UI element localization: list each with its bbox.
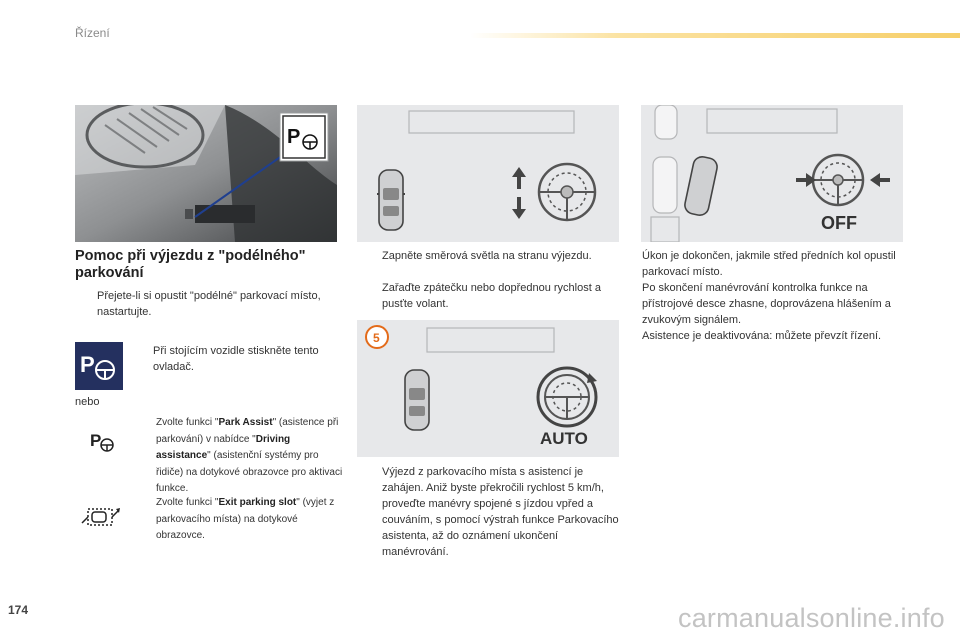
press-button-bullet — [132, 343, 332, 375]
header-gradient-bar — [470, 33, 960, 38]
exit-parking-slot-name: Exit parking slot — [218, 497, 297, 508]
page-number: 174 — [8, 603, 29, 617]
car-icon — [683, 155, 719, 217]
chapter-title: Řízení — [75, 26, 110, 40]
park-assist-button-icon — [75, 342, 123, 390]
photo-park-letter: P — [287, 126, 301, 148]
watermark: carmanualsonline.info — [678, 603, 945, 633]
gear-text: Zařaďte zpátečku nebo dopřednou rychlost a pusťte volant. — [382, 282, 601, 310]
option1-suffix: " (asistenční systémy pro řidiče) na dotykové obrazovce pro aktivaci funkce. — [156, 450, 343, 494]
option-exit-parking — [134, 495, 344, 545]
section-heading: Pomoc při výjezdu z "podélného" parkování — [75, 248, 306, 281]
completion-text — [642, 248, 907, 344]
indicator-bullet — [360, 248, 622, 264]
option-park-assist — [134, 415, 344, 498]
exit-parking-slot-icon — [78, 505, 120, 531]
off-label: OFF — [821, 213, 857, 233]
step-number-badge: 5 — [373, 331, 380, 345]
steering-wheel-auto-icon — [538, 368, 597, 426]
press-button-text: Při stojícím vozidle stiskněte tento ovladač. — [153, 345, 319, 373]
completion-para: Úkon je dokončen, jakmile střed předních kol opustil parkovací místo. — [642, 250, 896, 278]
intro-bullet — [75, 288, 335, 320]
steering-wheel-off-icon — [813, 155, 863, 205]
option2-suffix: " (vyjet z parkovacího místa) na dotykové obrazovce. — [156, 497, 335, 541]
car-icon — [377, 170, 405, 230]
auto-label: AUTO — [540, 429, 588, 448]
diagram-panel-steering — [357, 105, 619, 242]
dashboard-photo — [75, 105, 337, 242]
or-label: nebo — [75, 396, 100, 408]
indicator-off-para: Po skončení manévrování kontrolka funkce na přístrojové desce zhasne, doprovázena hlášením a zvukovým signálem. — [642, 282, 891, 326]
up-down-arrows-icon — [512, 167, 526, 219]
button-park-letter: P — [80, 352, 95, 377]
driving-assistance-name: Driving assistance — [156, 433, 291, 461]
option1-mid: " (asistence při parkování) v nabídce " — [156, 417, 339, 445]
park-steering-icon — [90, 428, 116, 454]
small-park-letter: P — [90, 431, 102, 450]
option2-prefix: Zvolte funkci " — [156, 497, 219, 508]
intro-text: Přejete-li si opustit "podélné" parkovací místo, nastartujte. — [97, 290, 321, 318]
deactivated-para: Asistence je deaktivována: můžete převzít řízení. — [642, 330, 882, 342]
diagram-panel-off — [641, 105, 903, 242]
car-icon — [405, 370, 429, 430]
steering-wheel-icon — [539, 164, 595, 220]
diagram-panel-auto — [357, 320, 619, 457]
manoeuvre-text: Výjezd z parkovacího místa s asistencí je zahájen. Aniž byste překročili rychlost 5 km/h, proveďte manévry spojené s jízdou vpřed a couváním, s pomocí výstrah funkce Parkovacího asistenta, až do oznámení ukončení manévrování. — [382, 466, 619, 558]
manoeuvre-bullet — [360, 464, 622, 560]
gear-bullet — [360, 280, 622, 312]
park-assist-name: Park Assist — [218, 417, 273, 428]
indicator-text: Zapněte směrová světla na stranu výjezdu. — [382, 250, 592, 262]
option1-prefix: Zvolte funkci " — [156, 417, 219, 428]
